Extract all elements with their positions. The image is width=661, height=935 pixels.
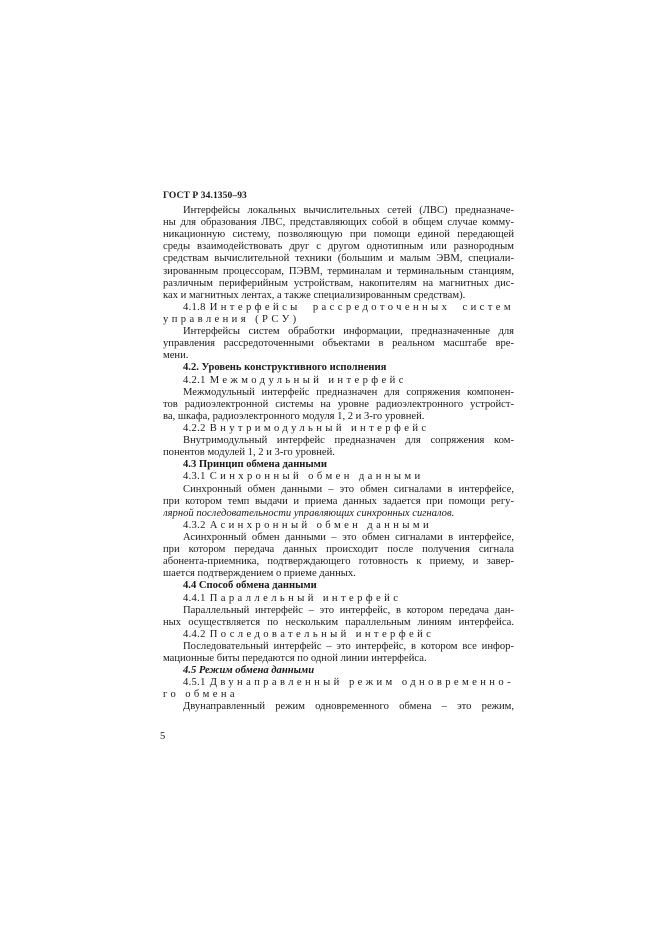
line-text: Последовательный интерфейс – это интерфейс, в котором все инфор- (183, 640, 514, 652)
line-text: управления (РСУ) (163, 313, 300, 325)
text-line (163, 229, 514, 241)
line-text: ва, шкафа, радиоэлектронного модуля 1, 2 и 3-го уровней. (163, 410, 425, 422)
line-text: понентов модулей 1, 2 и 3-го уровней. (163, 447, 335, 459)
section-heading-line (163, 629, 514, 641)
text-line (163, 484, 514, 496)
line-text: шается подтверждением о приеме данных. (163, 568, 356, 580)
text-line (163, 326, 514, 338)
line-text: Асинхронный обмен данными – это обмен сигналами в интерфейсе, (183, 531, 514, 543)
section-heading-line (163, 302, 514, 314)
document-header: ГОСТ Р 34.1350–93 (163, 191, 247, 201)
text-line (163, 205, 514, 217)
line-text: 4.2. Уровень конструктивного исполнения (183, 362, 387, 374)
text-line (163, 338, 514, 350)
line-text: Двунаправленный режим одновременного обмена – это режим, (183, 701, 514, 713)
section-heading-line (163, 520, 514, 532)
line-text: среды взаимодействовать друг с другом однотипным или разнородным (163, 241, 514, 253)
text-line (163, 253, 514, 265)
line-text: Интерфейсы систем обработки информации, предназначенные для (183, 326, 514, 338)
line-text: при котором передача данных происходит после получения сигнала (163, 544, 514, 556)
line-text: Двунаправленный режим одновременно- (209, 677, 514, 689)
text-line (163, 617, 514, 629)
line-text: 4.4 Способ обмена данными (183, 580, 317, 592)
text-line (163, 605, 514, 617)
line-text: мационные биты передаются по одной линии интерфейса. (163, 653, 427, 665)
line-text: 4.5 Режим обмена данными (183, 665, 315, 677)
line-text: Синхронный обмен данными – это обмен сигналами в интерфейсе, (183, 483, 514, 495)
subsection-title (163, 362, 514, 374)
text-line (163, 387, 514, 399)
section-number: 4.1.8 (183, 301, 206, 313)
section-number: 4.3.2 (183, 519, 206, 531)
text-line (163, 217, 514, 229)
line-text: лярной последовательности управляющих синхронных сигналов. (163, 507, 455, 519)
text-line (163, 544, 514, 556)
page-number: 5 (160, 731, 166, 742)
text-line (163, 411, 514, 423)
text-line (163, 701, 514, 713)
text-line (163, 290, 514, 302)
section-number: 4.2.2 (183, 422, 206, 434)
text-line (163, 508, 514, 520)
text-line (163, 496, 514, 508)
text-line (163, 435, 514, 447)
line-text: Параллельный интерфейс – это интерфейс, в котором передача дан- (183, 604, 514, 616)
line-text: Внутримодульный интерфейс (209, 422, 430, 434)
text-line (163, 399, 514, 411)
line-text: никационную систему, позволяющую при помощи единой передающей (163, 229, 514, 241)
line-text: различным периферийным устройствам, накопителям на магнитных дис- (163, 277, 514, 289)
text-line (163, 278, 514, 290)
line-text: средствам вычислительной техники (большим и малым ЭВМ, специали- (163, 253, 514, 265)
section-number: 4.3.1 (183, 471, 206, 483)
line-text: управления рассредоточенными объектами в реальном масштабе вре- (163, 338, 514, 350)
section-heading-line (163, 677, 514, 689)
line-text: Асинхронный обмен данными (209, 519, 433, 531)
section-heading-line (163, 423, 514, 435)
text-line (163, 556, 514, 568)
line-text: абонента-приемника, подтверждающего готовность к приему, и завер- (163, 556, 514, 568)
line-text: зированным процессорам, ПЭВМ, терминалам и терминальным станциям, (163, 265, 514, 277)
line-text: при котором темп выдачи и приема данных задается при помощи регу- (163, 495, 514, 507)
text-line (163, 447, 514, 459)
line-text: ны для образования ЛВС, представляющих собой в общем случае комму- (163, 217, 514, 229)
section-number: 4.4.1 (183, 592, 206, 604)
line-text: Параллельный интерфейс (209, 592, 402, 604)
section-heading-line (163, 471, 514, 483)
document-body (163, 205, 514, 714)
text-line (163, 568, 514, 580)
document-page (163, 190, 514, 714)
line-text: ках и магнитных лентах, а также специализированным средствам). (163, 289, 466, 301)
text-line (163, 241, 514, 253)
section-number: 4.2.1 (183, 374, 206, 386)
line-text: го обмена (163, 689, 238, 701)
subsection-title (163, 580, 514, 592)
line-text: Последовательный интерфейс (209, 628, 435, 640)
text-line (163, 653, 514, 665)
section-heading-line (163, 593, 514, 605)
text-line (163, 350, 514, 362)
text-line (163, 532, 514, 544)
line-text: тов радиоэлектронной системы на уровне радиоэлектронного устройст- (163, 398, 514, 410)
line-text: Интерфейсы рассредоточенных систем (209, 301, 514, 313)
line-text: 4.3 Принцип обмена данными (183, 459, 327, 471)
line-text: ных осуществляется по нескольким параллельным линиям интерфейса. (163, 616, 514, 628)
text-line (163, 266, 514, 278)
subsection-title (163, 665, 514, 677)
line-text: Синхронный обмен данными (209, 471, 424, 483)
text-line (163, 641, 514, 653)
line-text: Межмодульный интерфейс предназначен для сопряжения компонен- (183, 386, 514, 398)
line-text: мени. (163, 350, 189, 362)
section-heading-line (163, 375, 514, 387)
section-number: 4.4.2 (183, 628, 206, 640)
section-number: 4.5.1 (183, 677, 206, 689)
text-line (163, 314, 514, 326)
line-text: Внутримодульный интерфейс предназначен для сопряжения ком- (183, 435, 514, 447)
text-line (163, 689, 514, 701)
line-text: Интерфейсы локальных вычислительных сетей (ЛВС) предназначе- (183, 205, 514, 216)
line-text: Межмодульный интерфейс (209, 374, 407, 386)
subsection-title (163, 459, 514, 471)
